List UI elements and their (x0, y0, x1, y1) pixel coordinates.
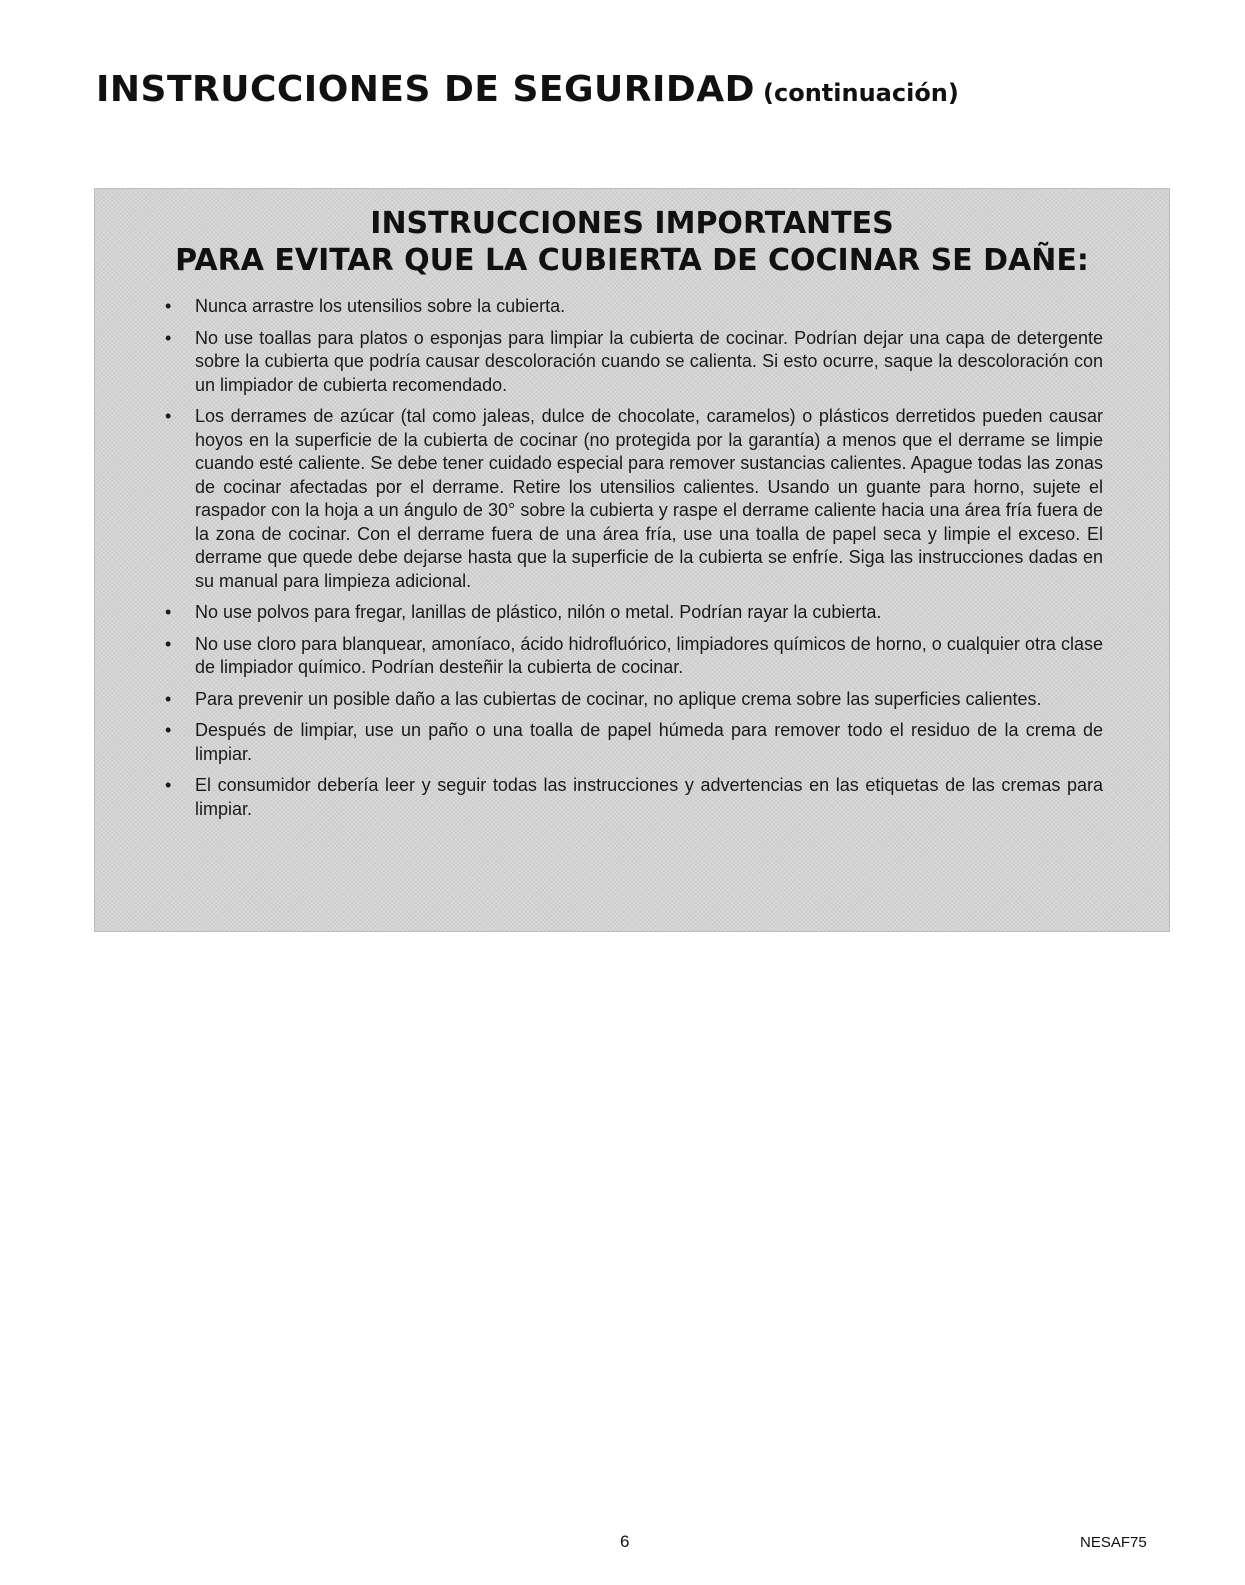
list-item-text: Para prevenir un posible daño a las cubiertas de cocinar, no aplique crema sobre las superficies calientes. (195, 688, 1042, 709)
bullet-icon: • (165, 296, 172, 316)
bullet-icon: • (165, 688, 172, 709)
list-item (165, 688, 1103, 712)
list-item-text: Los derrames de azúcar (tal como jaleas, dulce de chocolate, caramelos) o plásticos derretidos pueden causar hoyos en la superficie de la cubierta de cocinar (no protegida por la garantía) a menos que el derrame se limpie cuando esté caliente. Se debe tener cuidado especial para remover sustancias calientes. Apague todas las zonas de cocinar afectadas por el derrame. Retire los utensilios calientes. Usando un guante para horno, sujete el raspador con la hoja a un ángulo de 30° sobre la cubierta y raspe el derrame caliente hacia una área fría fuera de la zona de cocinar. Con el derrame fuera de una área fría, use una toalla de papel seca y limpie el exceso. El derrame que quede debe dejarse hasta que la superficie de la cubierta se enfríe. Siga las instrucciones dadas en su manual para limpieza adicional. (195, 406, 1103, 591)
list-item-text: Después de limpiar, use un paño o una toalla de papel húmeda para remover todo el residuo de la crema de limpiar. (195, 720, 1103, 764)
bullet-icon: • (165, 633, 172, 654)
list-item (165, 295, 1103, 319)
important-instructions-box (94, 188, 1170, 932)
list-item (165, 327, 1103, 398)
list-item-text: El consumidor debería leer y seguir todas las instrucciones y advertencias en las etiquetas de las cremas para limpiar. (195, 775, 1103, 819)
list-item (165, 405, 1103, 593)
list-item (165, 633, 1103, 680)
list-item (165, 774, 1103, 821)
box-title-line-1: INSTRUCCIONES IMPORTANTES (370, 206, 894, 241)
page-title (96, 69, 959, 110)
list-item-text: No use toallas para platos o esponjas para limpiar la cubierta de cocinar. Podrían dejar una capa de detergente sobre la cubierta que podría causar descoloración cuando se calienta. Si esto ocurre, saque la descoloración con un limpiador de cubierta recomendado. (195, 327, 1103, 395)
list-item (165, 719, 1103, 766)
page-title-continuation: (continuación) (763, 79, 959, 107)
page-number: 6 (620, 1532, 630, 1551)
bullet-icon: • (165, 602, 172, 622)
instruction-list (95, 295, 1169, 821)
bullet-icon: • (165, 720, 172, 740)
list-item-text: No use cloro para blanquear, amoníaco, ácido hidrofluórico, limpiadores químicos de horno, o cualquier otra clase de limpiador químico. Podrían desteñir la cubierta de cocinar. (195, 633, 1103, 677)
box-title (95, 205, 1169, 279)
page-title-main: INSTRUCCIONES DE SEGURIDAD (96, 69, 756, 110)
bullet-icon: • (165, 775, 172, 795)
list-item (165, 601, 1103, 625)
bullet-icon: • (165, 327, 172, 348)
box-title-line-2: PARA EVITAR QUE LA CUBIERTA DE COCINAR SE DAÑE: (175, 243, 1089, 278)
list-item-text: No use polvos para fregar, lanillas de plástico, nilón o metal. Podrían rayar la cubierta. (195, 602, 882, 622)
list-item-text: Nunca arrastre los utensilios sobre la cubierta. (195, 296, 566, 316)
bullet-icon: • (165, 406, 172, 426)
document-code: NESAF75 (1080, 1534, 1147, 1551)
